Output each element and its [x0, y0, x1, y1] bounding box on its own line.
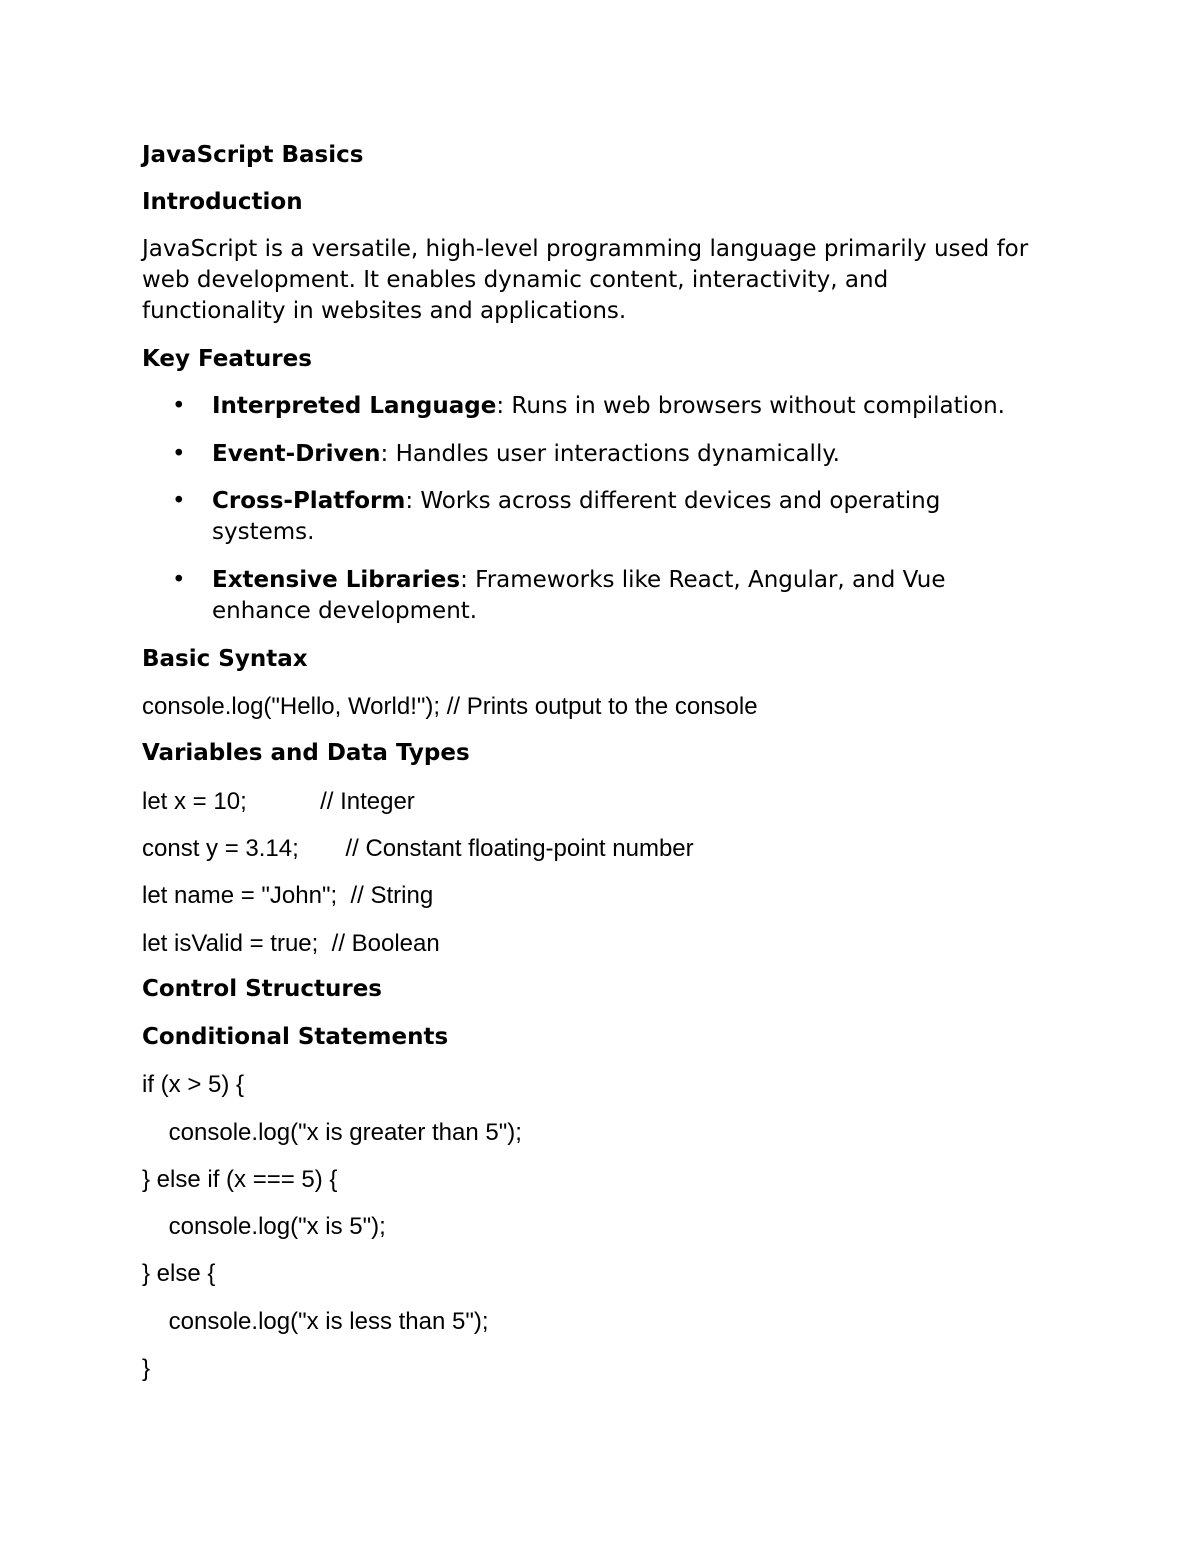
conditional-code-line: } else {: [142, 1260, 216, 1287]
intro-heading: Introduction: [142, 189, 303, 215]
variables-code-line: let x = 10; // Integer: [142, 788, 415, 815]
feature-item-libraries: [212, 565, 1072, 596]
feature-term: Extensive Libraries: [212, 567, 461, 593]
feature-text: : Frameworks like React, Angular, and Vue: [460, 567, 946, 593]
variables-code-line: const y = 3.14; // Constant floating-point number: [142, 835, 694, 862]
feature-text: : Runs in web browsers without compilation.: [496, 393, 1005, 419]
intro-line-2: web development. It enables dynamic content, interactivity, and: [142, 267, 889, 293]
feature-term: Interpreted Language: [212, 393, 497, 419]
conditional-code-line: console.log("x is greater than 5");: [142, 1119, 522, 1146]
document-title: JavaScript Basics: [142, 142, 364, 168]
variables-heading: Variables and Data Types: [142, 740, 470, 766]
feature-item-event-driven: [212, 439, 1072, 470]
feature-item-continuation: enhance development.: [212, 598, 478, 624]
bullet-icon: •: [172, 393, 186, 419]
bullet-icon: •: [172, 441, 186, 467]
feature-item-cross-platform: [212, 486, 1072, 517]
syntax-code-line: console.log("Hello, World!"); // Prints output to the console: [142, 693, 758, 720]
feature-text: : Works across different devices and operating: [405, 488, 941, 514]
variables-code-line: let isValid = true; // Boolean: [142, 930, 440, 957]
bullet-icon: •: [172, 488, 186, 514]
feature-item-interpreted: [212, 391, 1072, 422]
conditional-code-line: console.log("x is 5");: [142, 1213, 386, 1240]
intro-line-3: functionality in websites and applications.: [142, 298, 627, 324]
feature-term: Event-Driven: [212, 441, 381, 467]
conditional-code-line: }: [142, 1355, 151, 1382]
features-heading: Key Features: [142, 346, 312, 372]
conditional-code-line: } else if (x === 5) {: [142, 1166, 338, 1193]
feature-term: Cross-Platform: [212, 488, 406, 514]
feature-item-continuation: systems.: [212, 519, 315, 545]
intro-line-1: JavaScript is a versatile, high-level programming language primarily used for: [142, 236, 1029, 262]
conditional-code-line: console.log("x is less than 5");: [142, 1308, 489, 1335]
variables-code-line: let name = "John"; // String: [142, 882, 434, 909]
control-heading: Control Structures: [142, 976, 382, 1002]
syntax-heading: Basic Syntax: [142, 646, 308, 672]
conditional-heading: Conditional Statements: [142, 1024, 449, 1050]
bullet-icon: •: [172, 567, 186, 593]
feature-text: : Handles user interactions dynamically.: [380, 441, 840, 467]
conditional-code-line: if (x > 5) {: [142, 1071, 245, 1098]
